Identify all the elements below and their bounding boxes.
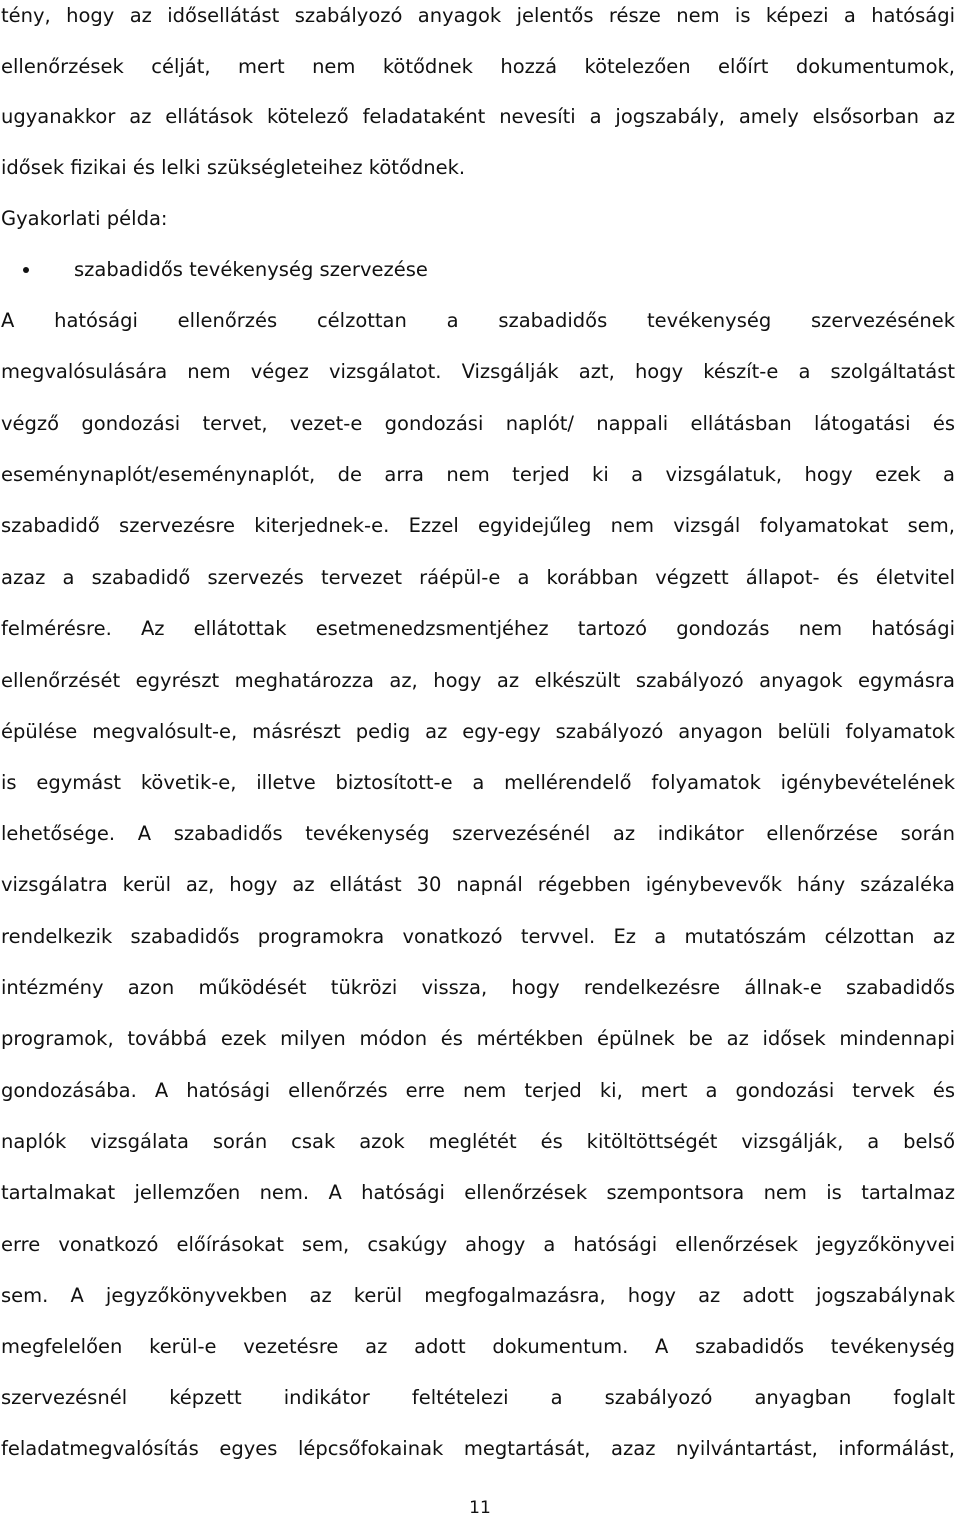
text-line: felmérésre. Az ellátottak esetmenedzsmentjéhez tartozó gondozás nem hatósági	[1, 617, 955, 640]
text-line: szabadidő szervezésre kiterjednek-e. Ezzel egyidejűleg nem vizsgál folyamatokat sem,	[1, 514, 955, 537]
text-line: tartalmakat jellemzően nem. A hatósági ellenőrzések szempontsora nem is tartalmaz	[1, 1181, 955, 1204]
text-line: ellenőrzését egyrészt meghatározza az, hogy az elkészült szabályozó anyagok egymásra	[1, 669, 955, 692]
text-line: feladatmegvalósítás egyes lépcsőfokainak megtartását, azaz nyilvántartást, informálást,	[1, 1437, 955, 1460]
text-line: tény, hogy az idősellátást szabályozó anyagok jelentős része nem is képezi a hatósági	[1, 4, 955, 27]
text-line: lehetősége. A szabadidős tevékenység szervezésénél az indikátor ellenőrzése során	[1, 822, 955, 845]
bullet-item-text: szabadidős tevékenység szervezése	[74, 258, 428, 281]
text-line: rendelkezik szabadidős programokra vonatkozó tervvel. Ez a mutatószám célzottan az	[1, 925, 955, 948]
text-line: megvalósulására nem végez vizsgálatot. Vizsgálják azt, hogy készít-e a szolgáltatást	[1, 360, 955, 383]
bullet-icon	[23, 267, 29, 273]
text-line: erre vonatkozó előírásokat sem, csakúgy ahogy a hatósági ellenőrzések jegyzőkönyvei	[1, 1233, 955, 1256]
text-line: megfelelően kerül-e vezetésre az adott dokumentum. A szabadidős tevékenység	[1, 1335, 955, 1358]
text-line: programok, továbbá ezek milyen módon és mértékben épülnek be az idősek mindennapi	[1, 1027, 955, 1050]
text-line: idősek fizikai és lelki szükségleteihez kötődnek.	[1, 156, 466, 179]
text-line: ugyanakkor az ellátások kötelező feladataként nevesíti a jogszabály, amely elsősorban az	[1, 105, 955, 128]
text-line: is egymást követik-e, illetve biztosított-e a mellérendelő folyamatok igénybevételének	[1, 771, 955, 794]
text-line: épülése megvalósult-e, másrészt pedig az egy-egy szabályozó anyagon belüli folyamatok	[1, 720, 955, 743]
page-number: 11	[469, 1498, 491, 1518]
text-line: szervezésnél képzett indikátor feltételezi a szabályozó anyagban foglalt	[1, 1386, 955, 1409]
section-label: Gyakorlati példa:	[1, 207, 168, 230]
text-line: naplók vizsgálata során csak azok meglétét és kitöltöttségét vizsgálják, a belső	[1, 1130, 955, 1153]
text-line: azaz a szabadidő szervezés tervezet ráépül-e a korábban végzett állapot- és életvitel	[1, 566, 955, 589]
text-line: intézmény azon működését tükrözi vissza, hogy rendelkezésre állnak-e szabadidős	[1, 976, 955, 999]
text-line: sem. A jegyzőkönyvekben az kerül megfogalmazásra, hogy az adott jogszabálynak	[1, 1284, 955, 1307]
text-line: eseménynaplót/eseménynaplót, de arra nem terjed ki a vizsgálatuk, hogy ezek a	[1, 463, 955, 486]
text-line: A hatósági ellenőrzés célzottan a szabadidős tevékenység szervezésének	[1, 309, 955, 332]
text-line: ellenőrzések célját, mert nem kötődnek hozzá kötelezően előírt dokumentumok,	[1, 55, 955, 78]
text-line: gondozásába. A hatósági ellenőrzés erre nem terjed ki, mert a gondozási tervek és	[1, 1079, 955, 1102]
text-line: vizsgálatra kerül az, hogy az ellátást 30 napnál régebben igénybevevők hány százaléka	[1, 873, 955, 896]
text-line: végző gondozási tervet, vezet-e gondozási naplót/ nappali ellátásban látogatási és	[1, 412, 955, 435]
